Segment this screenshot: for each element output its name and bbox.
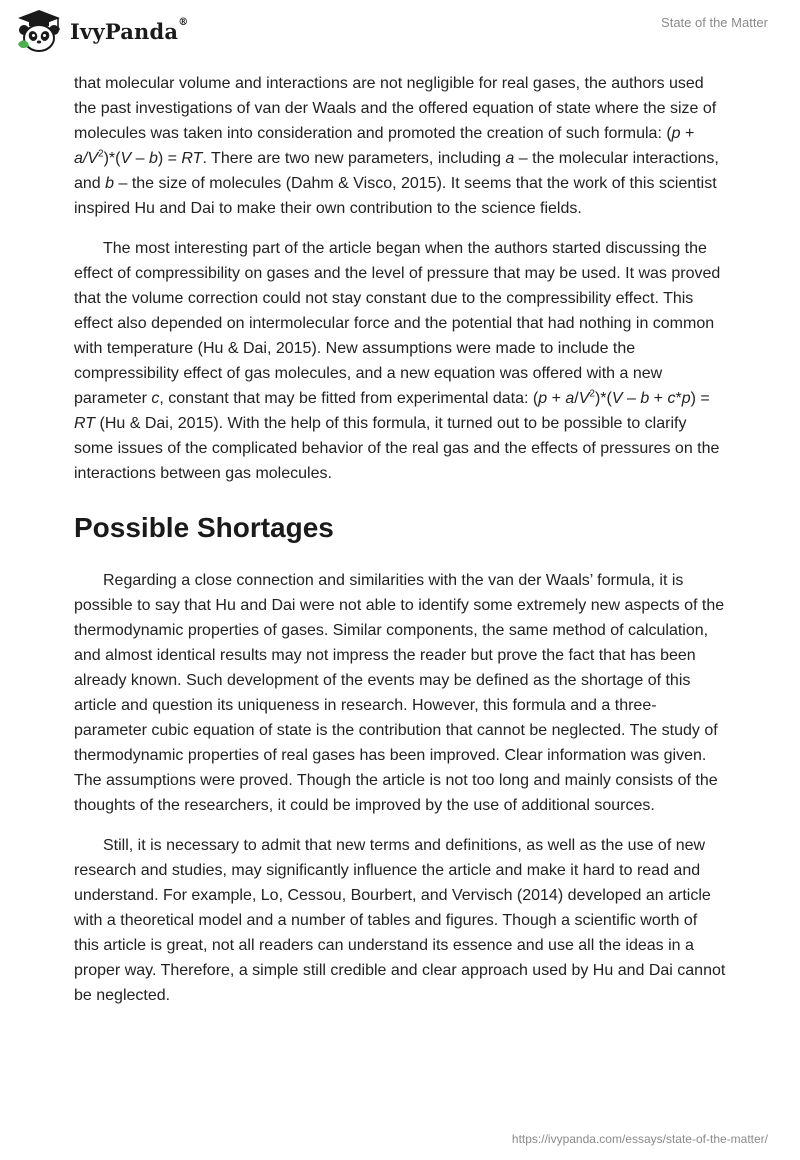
article-body (74, 71, 726, 1008)
paragraph-3: Regarding a close connection and similarities with the van der Waals’ formula, it is possible to say that Hu and Dai were not able to identify some extremely new aspects of the thermodynamic properties of gases. Similar components, the same method of calculation, and almost identical results may not impress the reader but prove the fact that has been already known. Such development of the events may be defined as the shortage of this article and question its uniqueness in research. However, this formula and a three-parameter cubic equation of state is the contribution that cannot be neglected. The study of thermodynamic properties of real gases has been improved. Clear information was given. The assumptions were proved. Though the article is not too long and mainly consists of the thoughts of the researchers, it could be improved by the use of additional sources. (74, 572, 725, 814)
formula-hu-dai: $p + a/V^2)*(V - b + c*p)$ = RT (74, 388, 710, 432)
page-header (0, 0, 800, 62)
document-title: State of the Matter (661, 15, 768, 30)
paragraph-4: Still, it is necessary to admit that new terms and definitions, as well as the use of new research and studies, may significantly influence the article and make it hard to read and understand. For example, Lo, Cessou, Bourbert, and Vervisch (2014) developed an article with a theoretical model and a number of tables and figures. Though a scientific worth of this article is great, not all readers can understand its essence and use all the ideas in a proper way. Therefore, a simple still credible and clear approach used by Hu and Dai cannot be neglected. (74, 837, 726, 1004)
source-url[interactable]: https://ivypanda.com/essays/state-of-the-matter/ (511, 1132, 768, 1146)
brand-logo[interactable] (14, 8, 188, 54)
brand-name: IvyPanda® (70, 16, 189, 44)
paragraph-1: that molecular volume and interactions are not negligible for real gases, the authors used the past investigations of van der Waals and the offered equation of state where the size of molecules was taken into consideration and promoted the creation of such formula: $(p + a/V^2)*(V - b)$ = RT. There are two new parameters, including a – the molecular interactions, and b – the size of molecules (Dahm & Visco, 2015). It seems that the work of this scientist inspired Hu and Dai to make their own contribution to the science fields. (74, 75, 719, 217)
section-heading: Possible Shortages (74, 512, 334, 543)
panda-graduate-icon (14, 8, 64, 54)
formula-van-der-waals: $p + a/V^2)*(V - b)$ = RT (74, 125, 695, 167)
paragraph-2: The most interesting part of the article began when the authors started discussing the effect of compressibility on gases and the level of pressure that may be used. It was proved that the volume correction could not stay constant due to the compressibility effect. This effect also depended on intermolecular force and the potential that had nothing in common with temperature (Hu & Dai, 2015). New assumptions were made to include the compressibility effect of gas molecules, and a new equation was offered with a new parameter c, constant that may be fitted from experimental data: $(p + a/V^2)*(V - b + c*p)$ = RT (Hu & Dai, 2015). With the help of this formula, it turned out to be possible to clarify some issues of the complicated behavior of the real gas and the effects of pressures on the interactions between gas molecules. (74, 240, 721, 482)
